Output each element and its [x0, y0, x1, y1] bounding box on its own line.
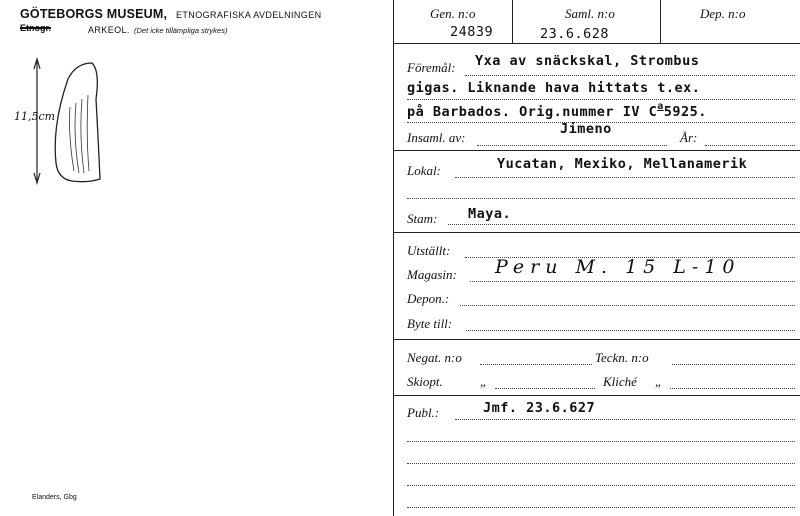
foremal-line-3-end: 5925.: [663, 104, 707, 120]
utstallt-label: Utställt:: [407, 243, 451, 258]
measurement-label: 11,5cm: [14, 110, 56, 123]
divider-3: [393, 339, 800, 340]
stam-value: Maya.: [468, 206, 512, 222]
arkeol-label: ARKEOL.: [88, 25, 130, 35]
magasin-label: Magasin:: [407, 267, 457, 282]
kliche-label: Kliché: [603, 374, 637, 389]
saml-value: 23.6.628: [540, 26, 610, 42]
ar-label: År:: [680, 130, 698, 145]
top-boxes-bottom: [393, 43, 800, 44]
ar-dotline: [705, 145, 795, 146]
museum-name: GÖTEBORGS MUSEUM,: [20, 7, 168, 21]
teckn-label: Teckn. n:o: [595, 350, 649, 365]
publ-dotline-4: [407, 485, 795, 486]
stam-dotline: [448, 224, 795, 225]
struck-word: Etnogr.: [20, 23, 51, 33]
depon-label: Depon.:: [407, 291, 450, 306]
divider-1: [393, 150, 800, 151]
lokal-dotline-2: [407, 198, 795, 199]
foremal-dotline-2: [407, 99, 795, 100]
byte-dotline: [466, 330, 795, 331]
gen-label: Gen. n:o: [430, 6, 476, 21]
dep-label: Dep. n:o: [700, 6, 746, 21]
skiopt-dotline: [495, 388, 595, 389]
box-divider-2: [660, 0, 661, 43]
magasin-dotline: [470, 281, 795, 282]
skiopt-ditto: „: [480, 374, 488, 389]
department-name: ETNOGRAFISKA AVDELNINGEN: [176, 10, 322, 20]
teckn-dotline: [672, 364, 795, 365]
foremal-dotline-1: [465, 75, 795, 76]
foremal-line-2: gigas. Liknande hava hittats t.ex.: [407, 80, 701, 96]
insaml-label: Insaml. av:: [407, 130, 466, 145]
printer-mark: Elanders, Gbg: [32, 494, 77, 501]
publ-dotline-1: [455, 419, 795, 420]
stam-label: Stam:: [407, 211, 438, 226]
negat-dotline: [480, 364, 592, 365]
publ-label: Publ.:: [407, 405, 440, 420]
gen-value: 24839: [450, 24, 494, 40]
lokal-label: Lokal:: [407, 163, 441, 178]
foremal-line-3: [407, 101, 707, 120]
byte-label: Byte till:: [407, 316, 453, 331]
foremal-line-3-main: på Barbados. Orig.nummer IV C: [407, 104, 658, 120]
divider-2: [393, 232, 800, 233]
negat-label: Negat. n:o: [407, 350, 462, 365]
note-text: (Det icke tillämpliga strykes): [134, 26, 228, 35]
divider-4: [393, 395, 800, 396]
publ-dotline-5: [407, 507, 795, 508]
foremal-superscript: a: [657, 101, 664, 112]
kliche-dotline: [670, 388, 795, 389]
card-left-border: [393, 0, 394, 516]
publ-dotline-3: [407, 463, 795, 464]
publ-value: Jmf. 23.6.627: [483, 400, 596, 416]
lokal-dotline-1: [455, 177, 795, 178]
box-divider-1: [512, 0, 513, 43]
foremal-label: Föremål:: [407, 60, 456, 75]
lokal-value: Yucatan, Mexiko, Mellanamerik: [497, 156, 748, 172]
insaml-value: Jimeno: [560, 121, 612, 137]
magasin-value: Peru M. 15 L-10: [495, 256, 741, 278]
saml-label: Saml. n:o: [565, 6, 615, 21]
insaml-dotline: [477, 145, 667, 146]
depon-dotline: [460, 305, 795, 306]
foremal-line-1: Yxa av snäckskal, Strombus: [475, 53, 700, 69]
publ-dotline-2: [407, 441, 795, 442]
skiopt-label: Skiopt.: [407, 374, 443, 389]
kliche-ditto: „: [655, 374, 663, 389]
